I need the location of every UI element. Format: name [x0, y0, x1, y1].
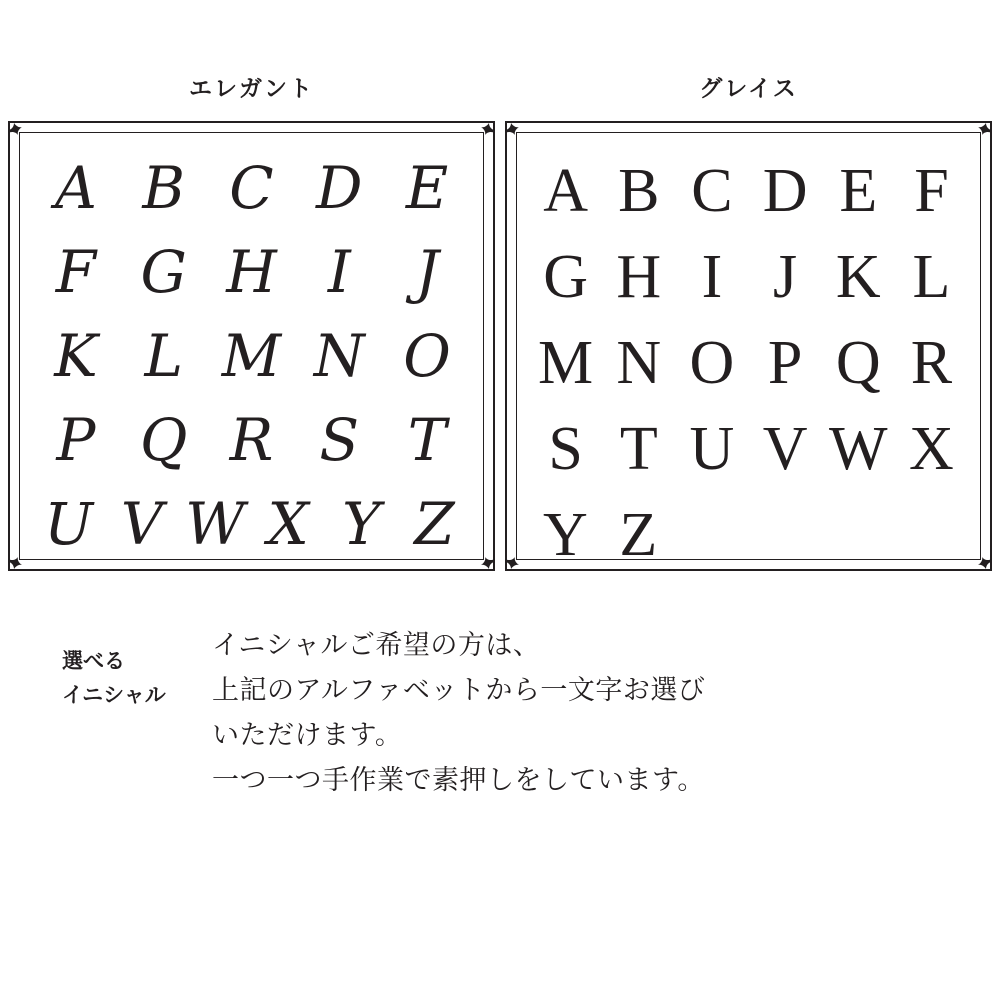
letter-glyph: M: [538, 329, 594, 397]
letter-glyph: C: [229, 154, 274, 222]
letter-grid-grace: [529, 149, 968, 569]
letter-row: [529, 235, 968, 319]
panel-title-elegant: エレガント: [189, 75, 314, 101]
letter-glyph: O: [403, 322, 451, 390]
letter-glyph: H: [226, 238, 277, 306]
letter-glyph: V: [120, 490, 163, 558]
letter-glyph: T: [619, 415, 658, 483]
letter-glyph: F: [914, 157, 949, 225]
note-line: 上記のアルファベットから一文字お選び: [212, 675, 706, 705]
letter-glyph: A: [543, 157, 588, 225]
letter-glyph: B: [618, 157, 660, 225]
letter-glyph: L: [144, 322, 183, 390]
letter-glyph: V: [762, 415, 808, 483]
letter-glyph: J: [415, 238, 439, 306]
note-line: いただけます。: [212, 720, 403, 750]
letter-glyph: X: [909, 415, 954, 483]
letter-glyph: Q: [139, 406, 188, 474]
letter-glyph: N: [616, 329, 662, 397]
letter-row: [32, 485, 471, 563]
letter-glyph: T: [407, 406, 447, 474]
letter-glyph: D: [316, 154, 363, 222]
panel-elegant: [8, 0, 495, 571]
letter-glyph: M: [221, 322, 282, 390]
note-line: イニシャルご希望の方は、: [212, 630, 541, 660]
letter-glyph: L: [912, 243, 951, 311]
letter-glyph: I: [701, 243, 723, 311]
letter-glyph: J: [773, 243, 798, 311]
letter-glyph: E: [405, 154, 449, 222]
letter-glyph: Q: [835, 329, 881, 397]
letter-row: [32, 233, 471, 311]
frame-grace: [505, 121, 992, 571]
note-line: 一つ一つ手作業で素押しをしています。: [212, 765, 705, 795]
letter-row: [32, 317, 471, 395]
letter-glyph: Y: [543, 501, 588, 569]
letter-glyph: U: [44, 490, 94, 558]
letter-glyph: G: [543, 243, 588, 311]
letter-row: [32, 401, 471, 479]
letter-glyph: P: [767, 329, 803, 397]
letter-glyph: Z: [619, 501, 658, 569]
letter-glyph: N: [313, 322, 365, 390]
letter-glyph: Z: [414, 490, 455, 558]
letter-glyph: S: [319, 406, 360, 474]
letter-row: [32, 149, 471, 227]
letter-glyph: A: [54, 154, 97, 222]
letter-glyph: X: [267, 490, 309, 558]
letter-grid-elegant: [32, 149, 471, 558]
letter-glyph: H: [616, 243, 662, 311]
frame-elegant: [8, 121, 495, 571]
letter-glyph: I: [327, 238, 351, 306]
letter-glyph: R: [910, 329, 953, 397]
letter-glyph: W: [185, 490, 245, 558]
letter-glyph: G: [140, 238, 187, 306]
letter-glyph: E: [839, 157, 878, 225]
letter-glyph: F: [55, 238, 97, 306]
note-label: [62, 623, 212, 803]
note-label-line1: 選べる: [62, 650, 125, 673]
letter-glyph: D: [762, 157, 808, 225]
letter-glyph: P: [56, 406, 96, 474]
letter-glyph: U: [689, 415, 735, 483]
letter-glyph: K: [835, 243, 881, 311]
letter-row: [529, 493, 968, 577]
note-label-line2: イニシャル: [62, 684, 166, 707]
letter-glyph: C: [691, 157, 733, 225]
letter-glyph: R: [229, 406, 274, 474]
panel-grace: [505, 0, 992, 571]
letter-glyph: S: [548, 415, 583, 483]
letter-row: [529, 407, 968, 491]
letter-glyph: Y: [342, 490, 381, 558]
letter-glyph: W: [829, 415, 888, 483]
panel-title-grace: グレイス: [699, 75, 798, 101]
letter-row: [529, 149, 968, 233]
letter-glyph: O: [689, 329, 735, 397]
note-body: [212, 623, 970, 803]
initial-note: [0, 623, 1000, 803]
letter-row: [529, 321, 968, 405]
letter-glyph: B: [142, 154, 185, 222]
letter-glyph: K: [54, 322, 98, 390]
